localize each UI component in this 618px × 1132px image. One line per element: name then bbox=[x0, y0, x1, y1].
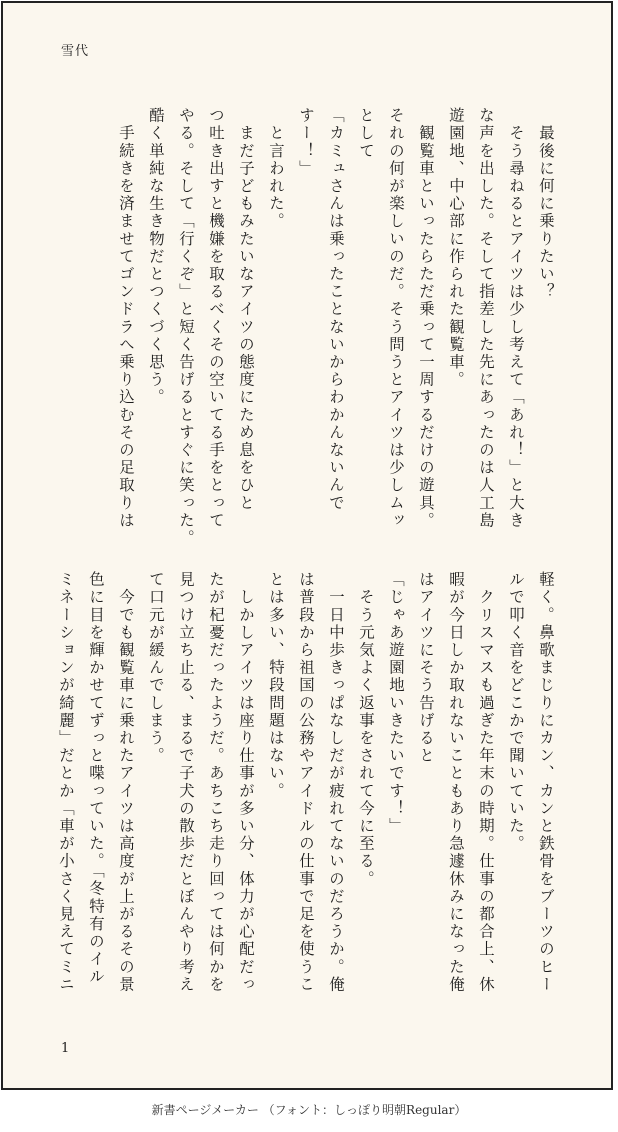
text-line: 「カミュさんは乗ったことないからわかんないんで bbox=[327, 107, 345, 512]
text-line: 観覧車といったらただ乗って一周するだけの遊具。 bbox=[417, 107, 435, 530]
text-line: な声を出した。そして指差した先にあったのは人工島 bbox=[477, 107, 495, 530]
text-line: と言われた。 bbox=[267, 107, 285, 231]
text-line: それの何が楽しいのだ。そう問うとアイツは少しムッ bbox=[387, 107, 405, 530]
text-line: ルで叩く音をどこかで聞いていた。 bbox=[507, 571, 525, 853]
text-line: 一日中歩きっぱなしだが疲れてないのだろうか。俺 bbox=[327, 571, 345, 994]
text-line: 色に目を輝かせてずっと喋っていた。「冬特有のイル bbox=[87, 571, 105, 986]
text-line: て口元が緩んでしまう。 bbox=[147, 571, 165, 765]
text-column-top bbox=[61, 107, 561, 547]
text-line: すー！」 bbox=[297, 107, 315, 178]
text-line: 酷く単純な生き物だとつくづく思う。 bbox=[147, 107, 165, 407]
text-line: 遊園地、中心部に作られた観覧車。 bbox=[447, 107, 465, 389]
text-line: たが杞憂だったようだ。あちこち走り回っては何かを bbox=[207, 571, 225, 994]
text-column-bottom bbox=[57, 571, 561, 994]
text-line: 暇が今日しか取れないこともあり急遽休みになった俺 bbox=[447, 571, 465, 994]
text-line: とは多い、特段問題はない。 bbox=[267, 571, 285, 800]
text-line: まだ子どもみたいなアイツの態度にため息をひと bbox=[237, 107, 255, 512]
text-line: はアイツにそう告げると bbox=[417, 571, 435, 765]
page-number: 1 bbox=[61, 1041, 70, 1056]
text-line: 最後に何に乗りたい？ bbox=[537, 107, 555, 301]
text-line: 軽く。鼻歌まじりにカン、カンと鉄骨をブーツのヒー bbox=[537, 571, 555, 994]
text-line: しかしアイツは座り仕事が多い分、体力が心配だっ bbox=[237, 571, 255, 994]
generator-caption: 新書ページメーカー （フォント：しっぽり明朝Regular） bbox=[151, 1103, 467, 1117]
page-title: 雪代 bbox=[61, 44, 90, 59]
text-line: 「じゃあ遊園地いきたいです！」 bbox=[387, 571, 405, 835]
text-line: 今でも観覧車に乗れたアイツは高度が上がるその景 bbox=[117, 571, 135, 994]
book-page bbox=[1, 1, 613, 1090]
text-line: やる。そして「行くぞ」と短く告げるとすぐに笑った。 bbox=[177, 107, 195, 547]
text-line: つ吐き出すと機嫌を取るべくその空いてる手をとって bbox=[207, 107, 225, 530]
text-line: 見つけ立ち止る、まるで子犬の散歩だとぼんやり考え bbox=[177, 571, 195, 994]
text-line: 手続きを済ませてゴンドラへ乗り込むその足取りは bbox=[117, 107, 135, 530]
text-line: そう元気よく返事をされて今に至る。 bbox=[357, 571, 375, 888]
text-line: クリスマスも過ぎた年末の時期。仕事の都合上、休 bbox=[477, 571, 495, 994]
text-line: そう尋ねるとアイツは少し考えて「あれ！」と大き bbox=[507, 107, 525, 530]
text-line: は普段から祖国の公務やアイドルの仕事で足を使うこ bbox=[297, 571, 315, 994]
text-line: として bbox=[357, 107, 375, 160]
text-line: ミネーションが綺麗」だとか「車が小さく見えてミニ bbox=[57, 571, 75, 994]
